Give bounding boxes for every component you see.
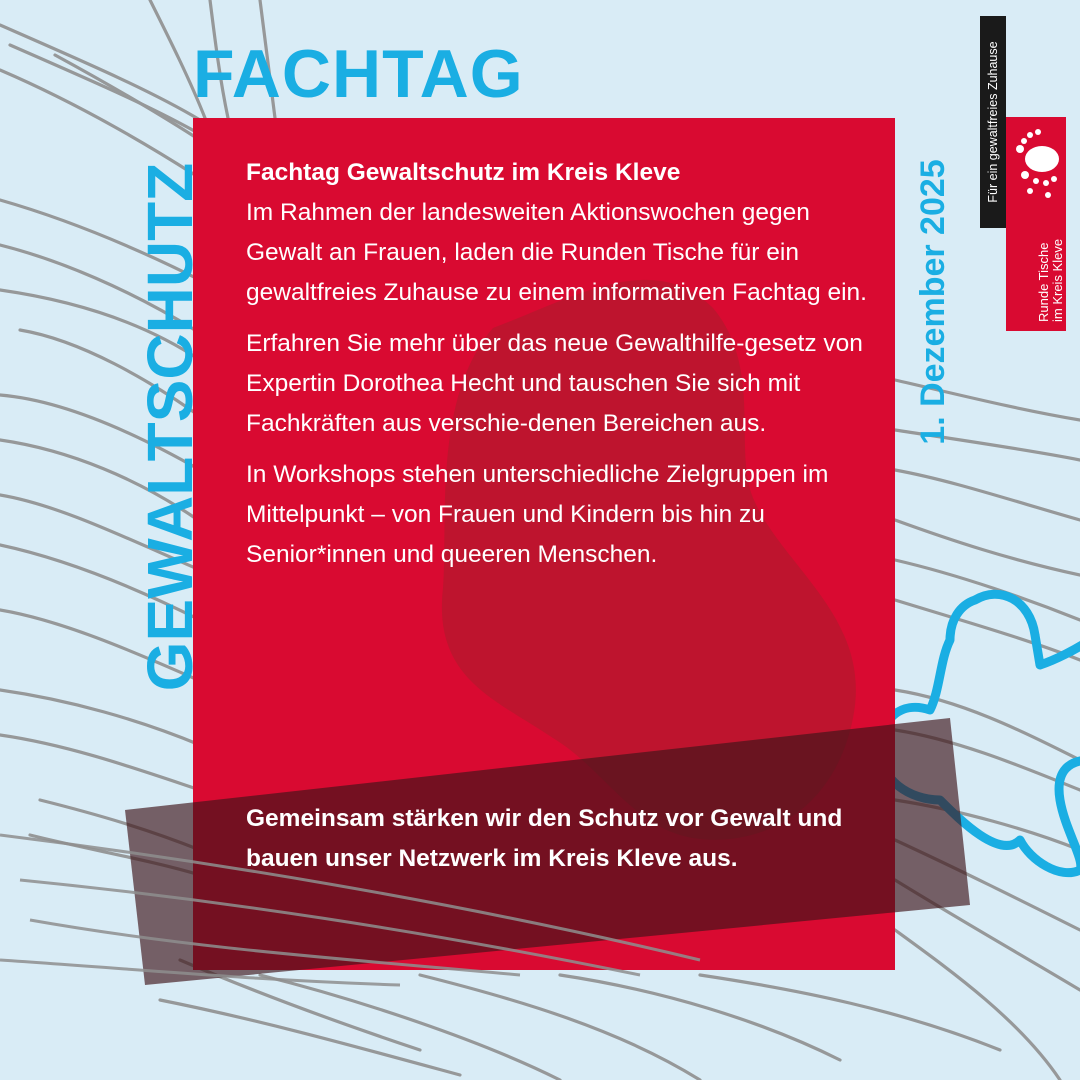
logo-tagline-box: [980, 16, 1006, 228]
page-title: FACHTAG: [193, 36, 524, 112]
logo-name-line-1: Runde Tische: [1036, 242, 1051, 322]
body-text: [246, 153, 886, 586]
content-paragraph-1: [246, 153, 886, 313]
vertical-title: GEWALTSCHUTZ: [134, 162, 206, 692]
paragraph-1-text: Im Rahmen der landesweiten Aktionswochen gegen Gewalt an Frauen, laden die Runden Tische für ein gewaltfreies Zuhause zu einem informativen Fachtag ein.: [246, 199, 867, 306]
content-paragraph-2: Erfahren Sie mehr über das neue Gewalthilfe-gesetz von Expertin Dorothea Hecht und tauschen Sie sich mit Fachkräften aus verschie-denen Bereichen aus.: [246, 330, 863, 437]
content-paragraph-3: In Workshops stehen unterschiedliche Zielgruppen im Mittelpunkt – von Frauen und Kindern bis hin zu Senior*innen und queeren Menschen.: [246, 461, 829, 568]
logo-tagline: Für ein gewaltfreies Zuhause: [986, 41, 1000, 203]
logo-box: [1006, 117, 1066, 331]
closing-statement: Gemeinsam stärken wir den Schutz vor Gewalt und bauen unser Netzwerk im Kreis Kleve aus.: [246, 805, 843, 872]
event-date: 1. Dezember 2025: [914, 159, 952, 445]
logo-name-line-2: im Kreis Kleve: [1050, 238, 1065, 322]
content-heading: Fachtag Gewaltschutz im Kreis Kleve: [246, 159, 681, 186]
